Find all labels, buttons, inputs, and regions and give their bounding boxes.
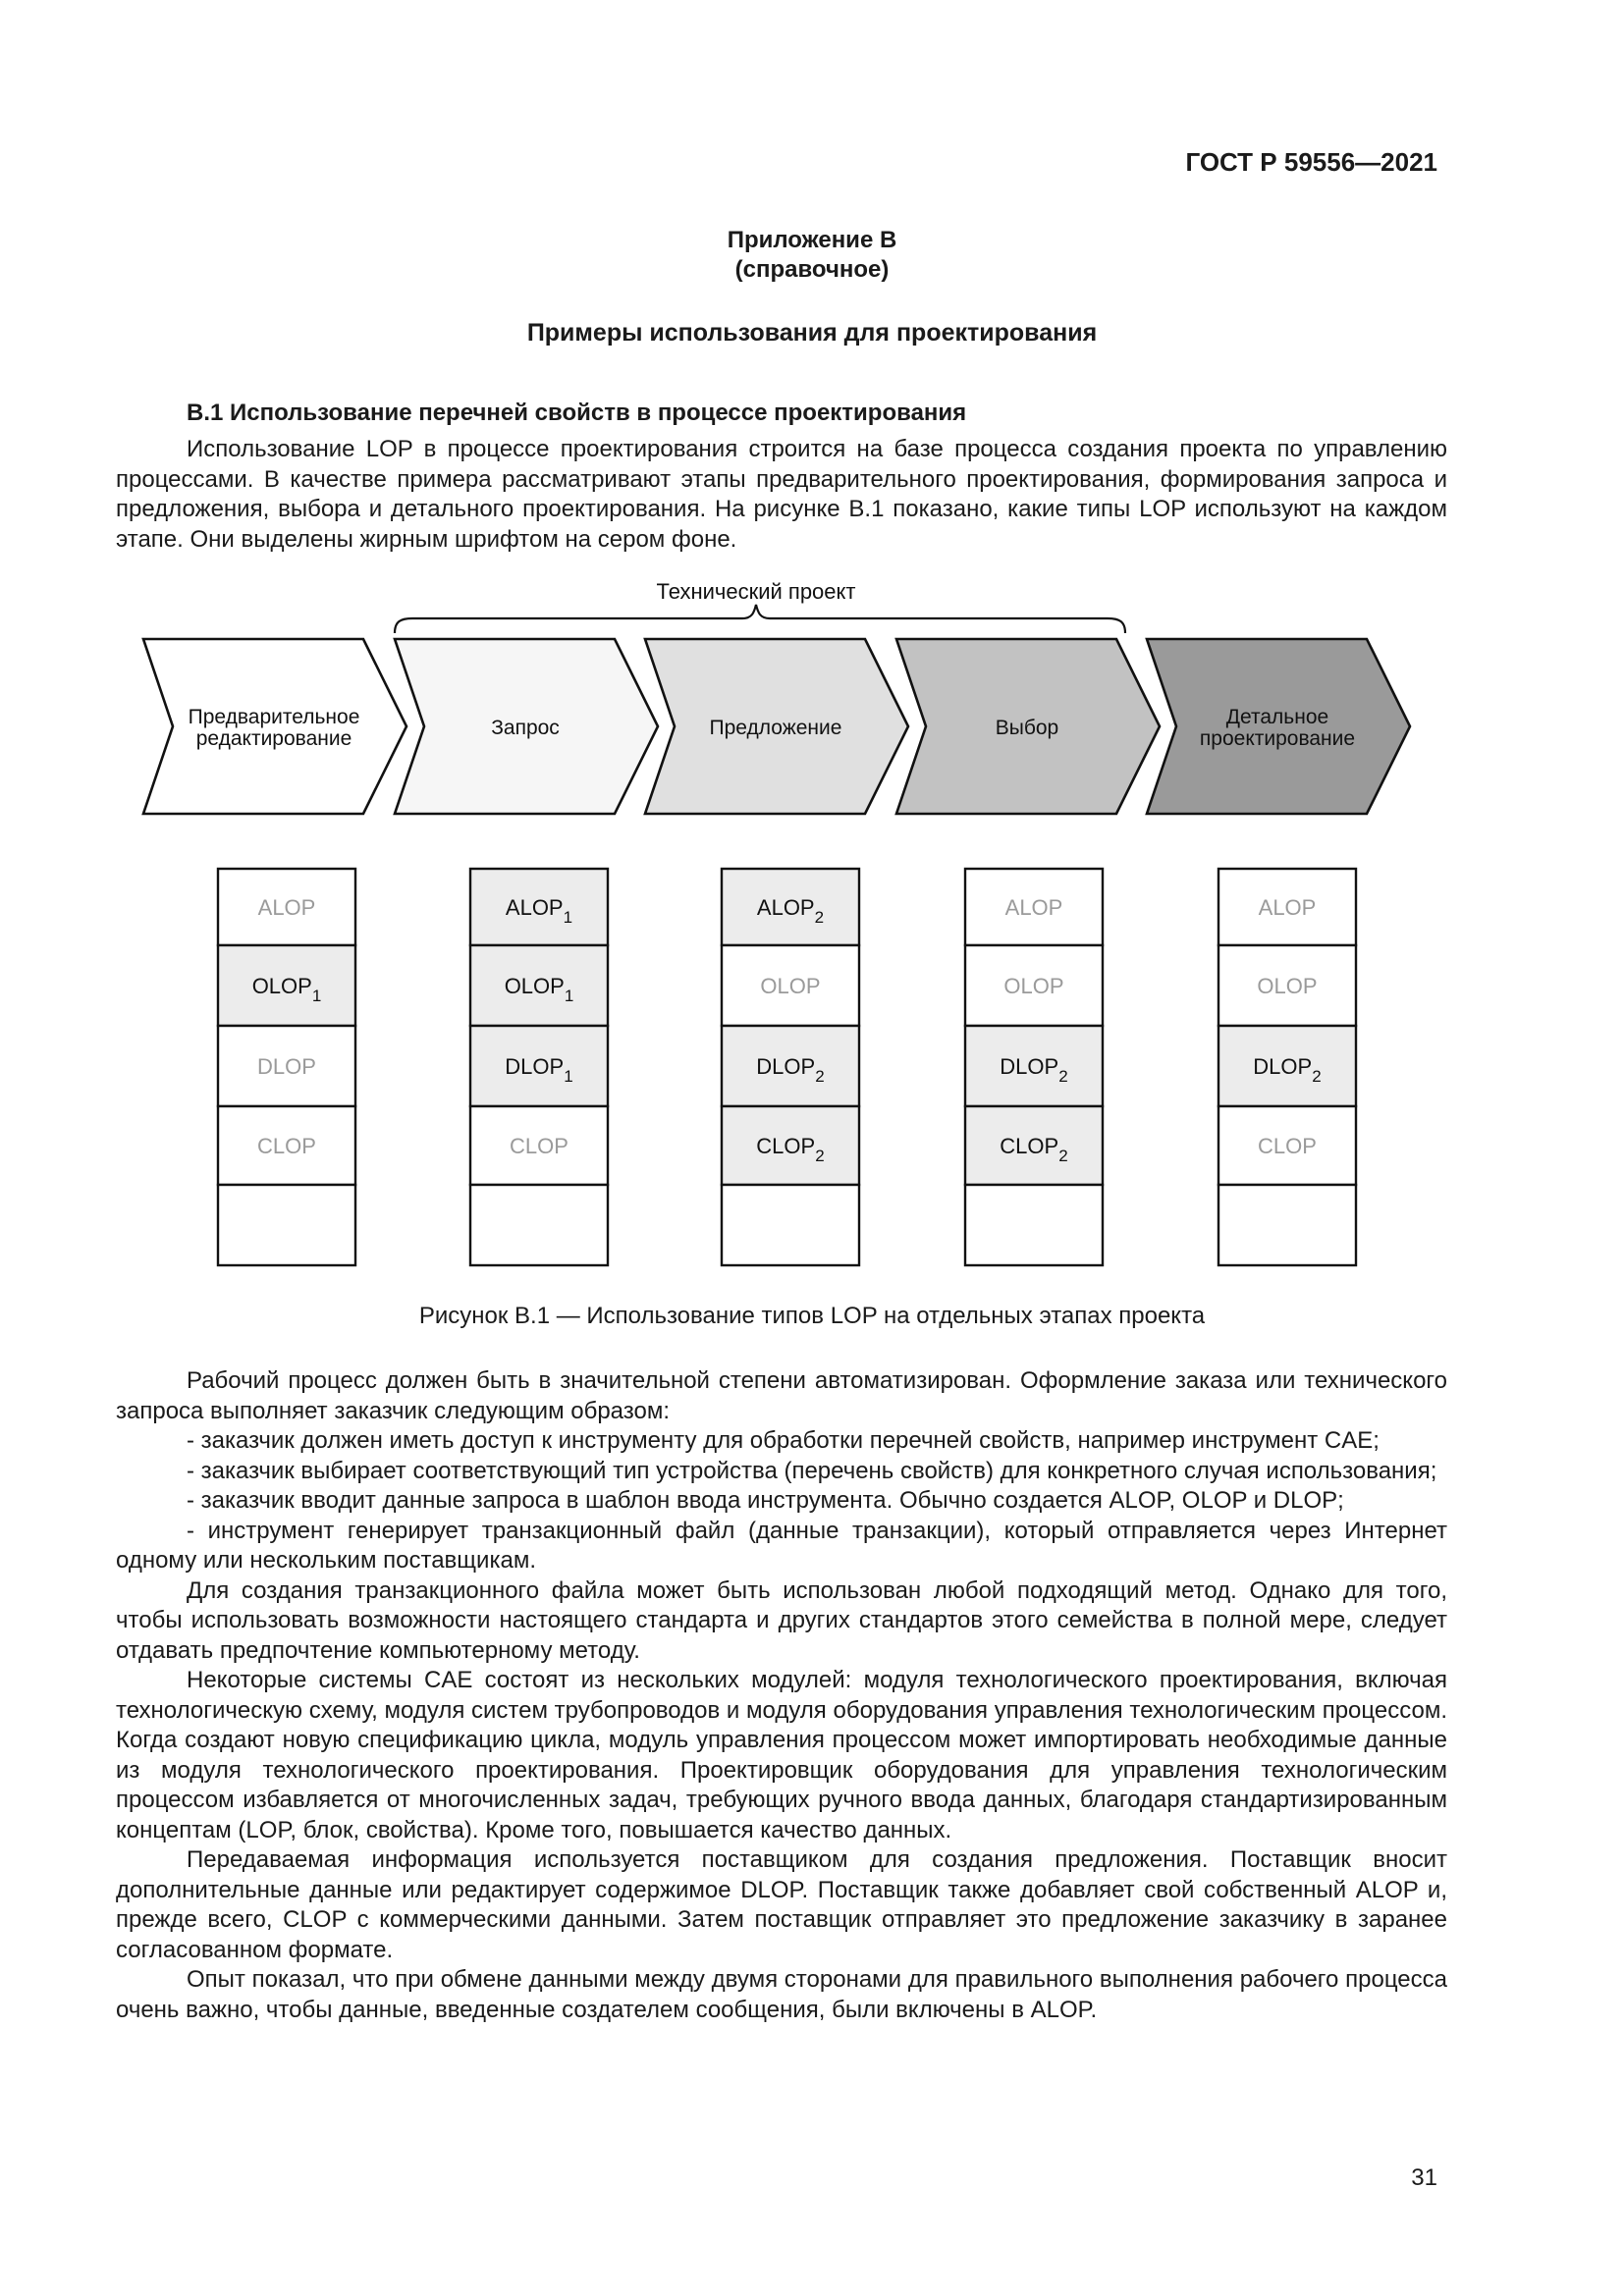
lop-cell: [1218, 869, 1356, 945]
lop-cell-box: [965, 1185, 1103, 1265]
stage-4: [896, 639, 1160, 814]
lop-label: $ALOP_2$: [756, 895, 825, 927]
appendix-title: Примеры использования для проектирования: [526, 319, 1098, 347]
lop-label: ALOP: [1258, 895, 1317, 920]
intro-text: Использование LOP в процессе проектирования строится на базе процесса создания проекта по управлению процессами. В качестве примера рассматривают этапы предварительного проектирования, формирования запроса и предложения, выбора и детального проектирования. На рисунке В.1 показано, какие типы LOP используют на каждом этапе. Они выделены жирным шрифтом на сером фоне.: [116, 436, 1447, 553]
appendix-label: Приложение В: [727, 227, 897, 253]
lop-cell: [218, 945, 355, 1026]
lop-cell: [722, 945, 859, 1026]
lop-cell: [1218, 945, 1356, 1026]
lop-cell-empty: [965, 1185, 1103, 1265]
stage-3: [645, 639, 908, 814]
lop-label: $OLOP_1$: [251, 974, 322, 1005]
lop-cell-box: [470, 1185, 608, 1265]
stage-chevrons: [143, 639, 1410, 814]
list-item-3: - заказчик вводит данные запроса в шаблон ввода инструмента. Обычно создается ALOP, OLOP и DLOP;: [187, 1487, 1344, 1514]
list-item-4: - инструмент генерирует транзакционный файл (данные транзакции), который отправляется через Интернет одному или нескольким поставщикам.: [116, 1517, 1447, 1574]
lop-cell: [1218, 1026, 1356, 1106]
lop-cell: [218, 869, 355, 945]
lop-cell: [965, 945, 1103, 1026]
paragraph-5: Опыт показал, что при обмене данными между двумя сторонами для правильного выполнения рабочего процесса очень важно, чтобы данные, введенные создателем сообщения, были включены в ALOP.: [116, 1966, 1447, 2023]
lop-cell: [218, 1106, 355, 1185]
lop-label: CLOP: [1258, 1134, 1317, 1158]
lop-column-4: [965, 869, 1103, 1265]
paragraph-4: Передаваемая информация используется поставщиком для создания предложения. Поставщик вносит дополнительные данные или редактирует содержимое DLOP. Поставщик также добавляет свой собственный ALOP и, прежде всего, CLOP с коммерческими данными. Затем поставщик отправляет это предложение заказчику в заранее согласованном формате.: [116, 1846, 1447, 1963]
lop-cell: [1218, 1106, 1356, 1185]
lop-column-1: [218, 869, 355, 1265]
lop-cell: [470, 1106, 608, 1185]
lop-cell: [470, 945, 608, 1026]
section-heading: В.1 Использование перечней свойств в процессе проектирования: [187, 400, 967, 426]
stage-1: [143, 639, 406, 814]
body-text: [116, 1366, 1447, 2025]
lop-cell: [722, 1106, 859, 1185]
paragraph-2: Для создания транзакционного файла может быть использован любой подходящий метод. Однако для того, чтобы использовать возможности настоящего стандарта и других стандартов этого семейства в полной мере, следует отдавать предпочтение компьютерному методу.: [116, 1576, 1447, 1664]
lop-label: ALOP: [1004, 895, 1063, 920]
stage-label: Детальное: [1225, 706, 1329, 728]
lop-cell: [470, 869, 608, 945]
lop-column-2: [470, 869, 608, 1265]
stage-label: Выбор: [995, 717, 1059, 739]
lop-column-5: [1218, 869, 1356, 1265]
lop-label: CLOP: [510, 1134, 568, 1158]
stage-5: [1147, 639, 1410, 814]
stage-label: редактирование: [195, 727, 352, 750]
page-number: 31: [1411, 2164, 1437, 2191]
lop-label: CLOP: [257, 1134, 316, 1158]
list-item-1: - заказчик должен иметь доступ к инструменту для обработки перечней свойств, например инструмент CAE;: [187, 1427, 1380, 1454]
lop-label: $CLOP_2$: [756, 1134, 825, 1165]
stage-label: проектирование: [1199, 727, 1356, 750]
lop-cell-box: [722, 1185, 859, 1265]
lop-cell-box: [1218, 1185, 1356, 1265]
brace: [395, 579, 1125, 633]
stage-label: Предложение: [709, 717, 842, 739]
lop-cell-empty: [470, 1185, 608, 1265]
lop-cell: [722, 1026, 859, 1106]
stage-label: Предварительное: [188, 706, 360, 728]
lop-label: $DLOP_1$: [505, 1054, 573, 1086]
lop-cell-box: [218, 1185, 355, 1265]
list-item-2: - заказчик выбирает соответствующий тип устройства (перечень свойств) для конкретного случая использования;: [187, 1457, 1437, 1484]
lop-label: OLOP: [760, 974, 821, 998]
stage-2: [395, 639, 658, 814]
lop-cell-empty: [218, 1185, 355, 1265]
lop-cell: [965, 1026, 1103, 1106]
lop-cell: [965, 869, 1103, 945]
lop-label: $OLOP_1$: [504, 974, 574, 1005]
lop-cell: [722, 869, 859, 945]
lop-label: DLOP: [257, 1054, 316, 1079]
lop-label: $CLOP_2$: [1000, 1134, 1068, 1165]
figure-caption: Рисунок В.1 — Использование типов LOP на отдельных этапах проекта: [418, 1303, 1206, 1329]
lop-label: ALOP: [257, 895, 316, 920]
lop-label: OLOP: [1257, 974, 1318, 998]
lop-label: $DLOP_2$: [756, 1054, 825, 1086]
lop-label: $DLOP_2$: [1000, 1054, 1068, 1086]
stage-label: Запрос: [491, 717, 560, 739]
appendix-type: (справочное): [734, 256, 890, 283]
lop-cell: [965, 1106, 1103, 1185]
lop-columns: [218, 869, 1356, 1265]
paragraph-1: Рабочий процесс должен быть в значительной степени автоматизирован. Оформление заказа или технического запроса выполняет заказчик следующим образом:: [116, 1367, 1447, 1424]
brace-line: [395, 605, 1125, 633]
brace-label: Технический проект: [656, 579, 856, 604]
lop-cell-empty: [722, 1185, 859, 1265]
paragraph-3: Некоторые системы CAE состоят из нескольких модулей: модуля технологического проектирования, включая технологическую схему, модуля систем трубопроводов и модуля оборудования управления технологическим процессом. Когда создают новую спецификацию цикла, модуль управления процессом может импортировать необходимые данные из модуля технологического проектирования. Проектировщик оборудования для управления технологическим процессом избавляется от многочисленных задач, требующих ручного ввода данных, благодаря стандартизированным концептам (LOP, блок, свойства). Кроме того, повышается качество данных.: [116, 1667, 1447, 1843]
lop-cell-empty: [1218, 1185, 1356, 1265]
lop-label: OLOP: [1003, 974, 1064, 998]
standard-number: ГОСТ Р 59556—2021: [1185, 147, 1437, 177]
lop-label: $ALOP_1$: [505, 895, 573, 927]
lop-cell: [218, 1026, 355, 1106]
lop-column-3: [722, 869, 859, 1265]
lop-cell: [470, 1026, 608, 1106]
lop-label: $DLOP_2$: [1253, 1054, 1322, 1086]
